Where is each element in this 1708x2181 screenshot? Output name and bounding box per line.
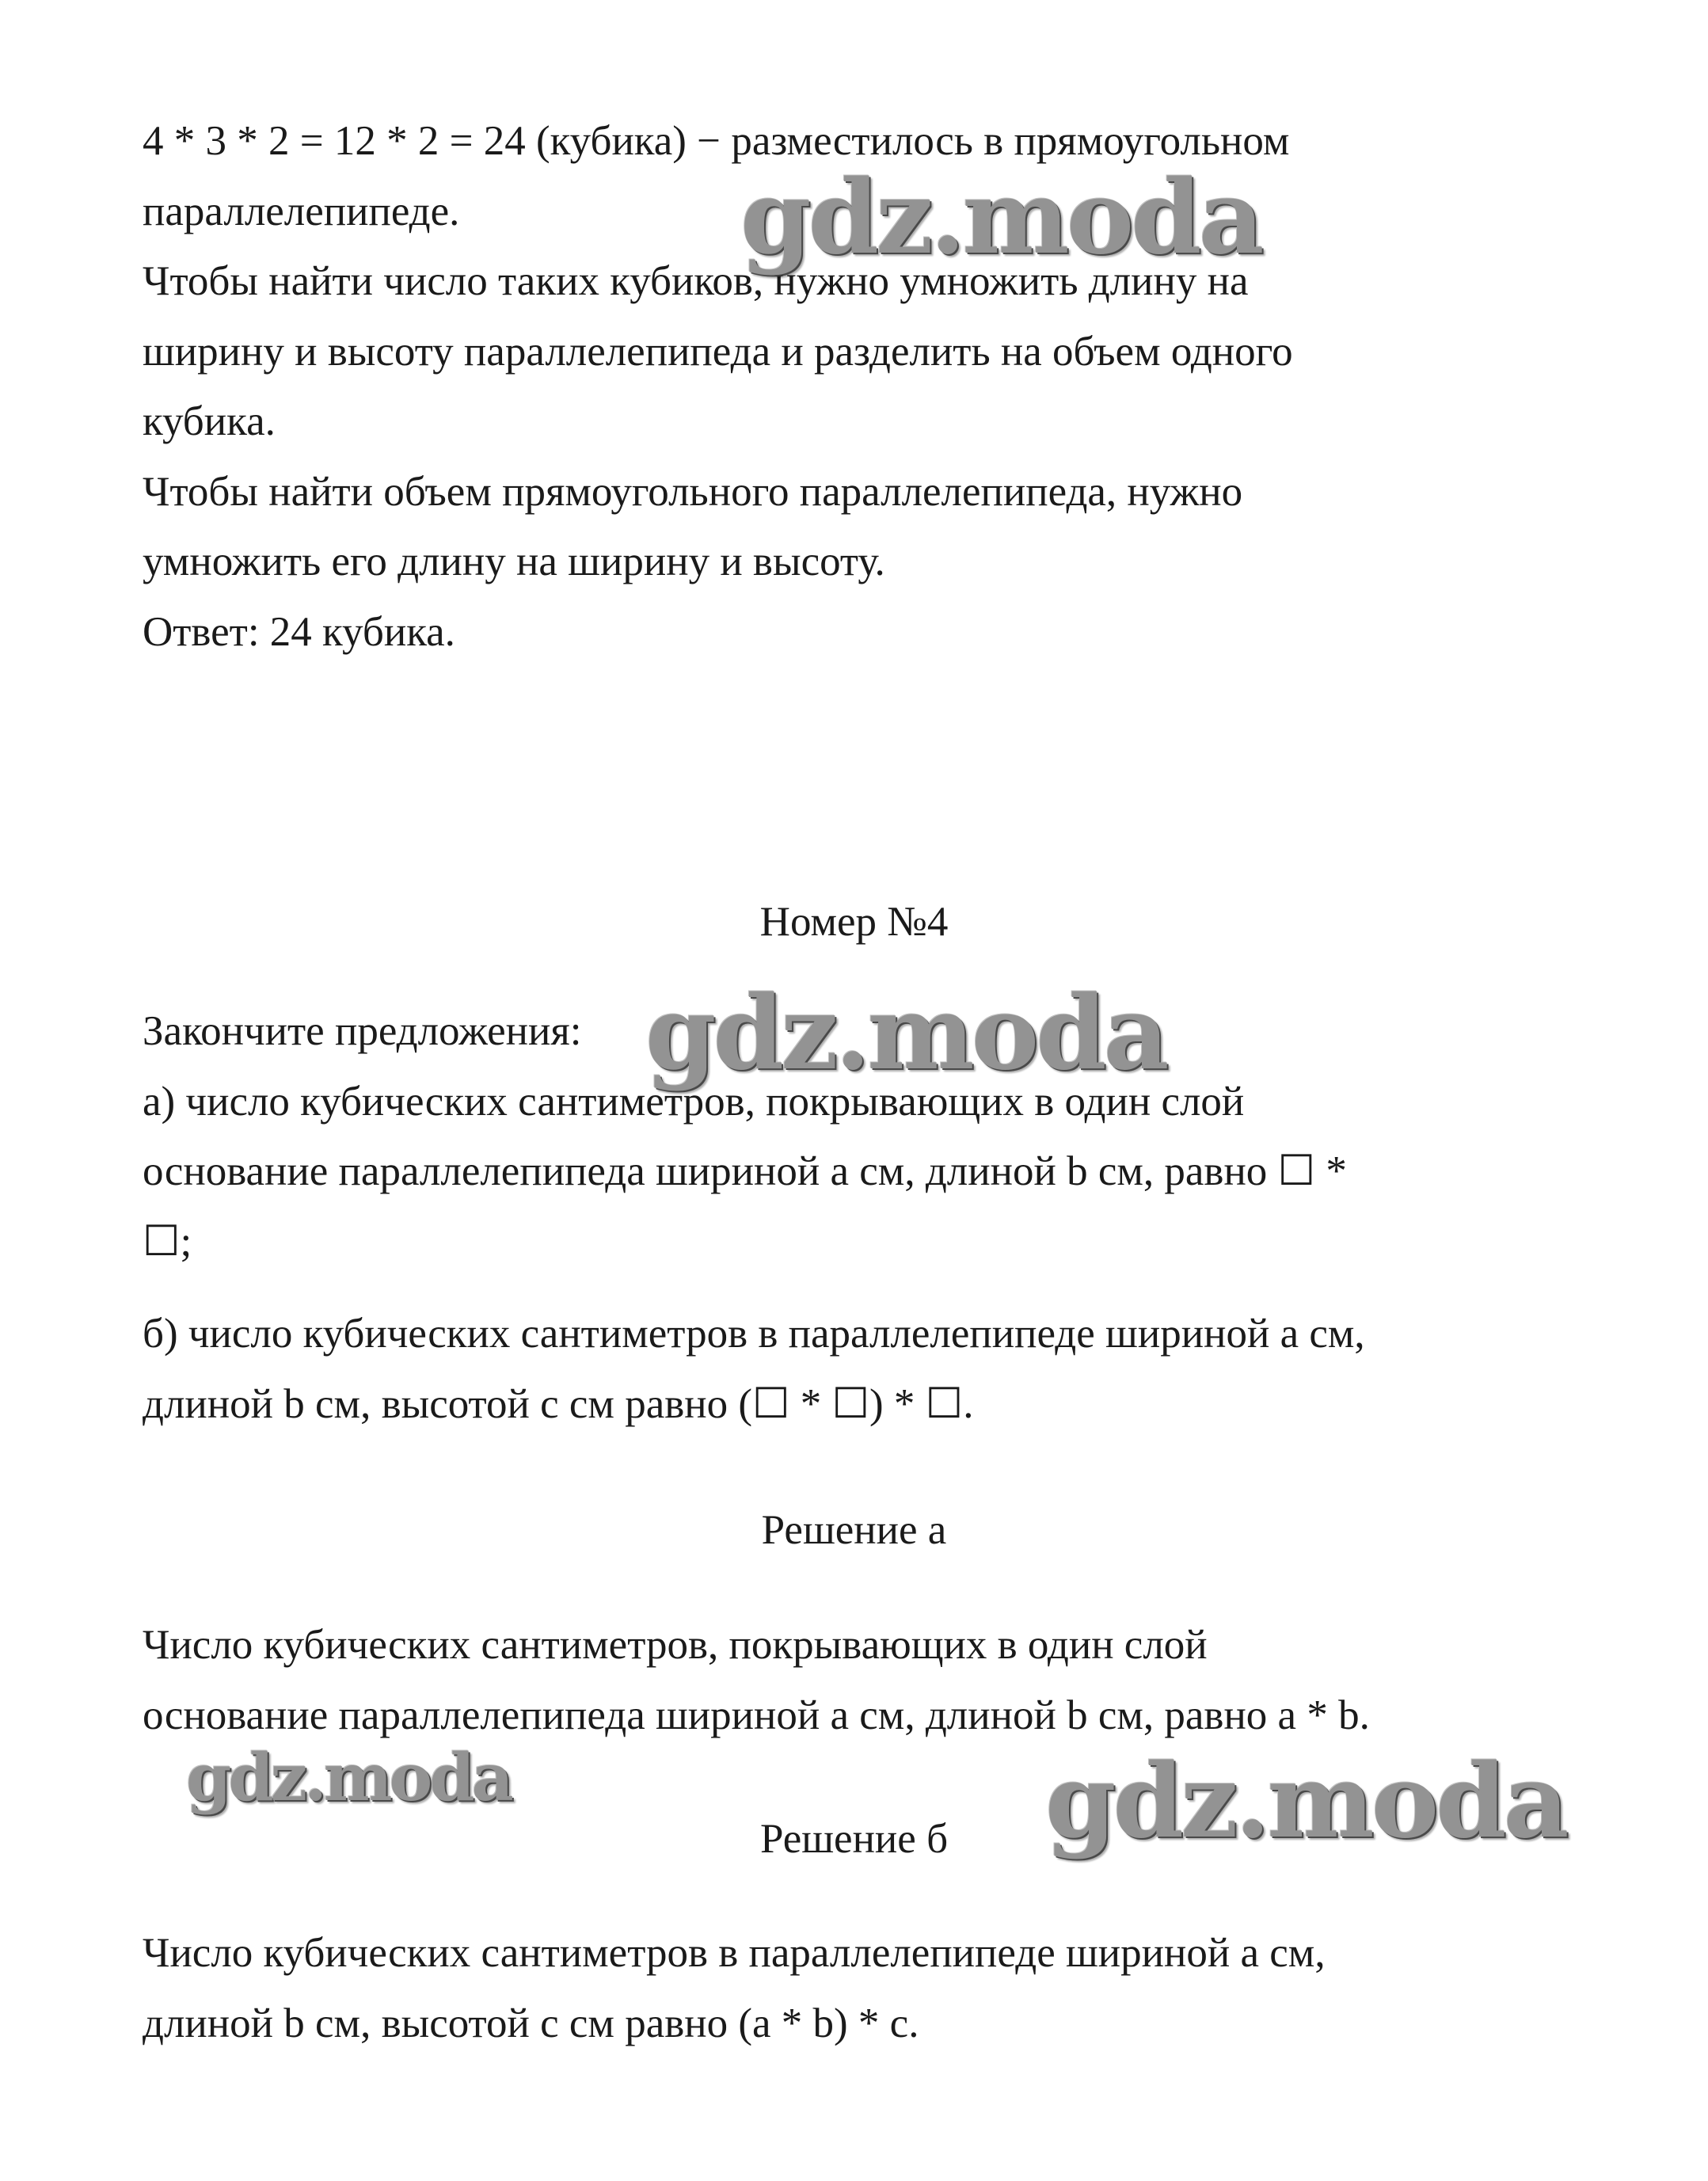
- text-line: параллелепипеде.: [143, 188, 460, 234]
- solution-b-line: длиной b см, высотой c см равно (a * b) * c.: [143, 2000, 919, 2046]
- solution-a-heading: Решение а: [761, 1507, 947, 1553]
- task-line: б) число кубических сантиметров в параллелепипеде шириной a см,: [143, 1311, 1365, 1357]
- text-line: Чтобы найти объем прямоугольного параллелепипеда, нужно: [143, 469, 1243, 515]
- text-line: кубика.: [143, 398, 276, 444]
- text-line: Чтобы найти число таких кубиков, нужно умножить длину на: [143, 258, 1249, 304]
- answer-line: Ответ: 24 кубика.: [143, 609, 455, 655]
- task-line: основание параллелепипеда шириной a см, длиной b см, равно ☐ *: [143, 1148, 1347, 1194]
- watermark-logo: gdz.moda: [1045, 1742, 1566, 1861]
- watermark-logo: gdz.moda: [186, 1740, 511, 1816]
- solution-a-line: Число кубических сантиметров, покрывающих в один слой: [143, 1622, 1208, 1668]
- text-line: 4 * 3 * 2 = 12 * 2 = 24 (кубика) − разместилось в прямоугольном: [143, 118, 1290, 164]
- task-line: а) число кубических сантиметров, покрывающих в один слой: [143, 1079, 1245, 1125]
- solution-a-line: основание параллелепипеда шириной a см, длиной b см, равно a * b.: [143, 1692, 1370, 1738]
- watermark-logo: gdz.moda: [645, 974, 1166, 1093]
- watermark-logo: gdz.moda: [740, 158, 1261, 277]
- task-line: ☐;: [143, 1219, 192, 1265]
- text-line: умножить его длину на ширину и высоту.: [143, 539, 885, 584]
- solution-b-heading: Решение б: [759, 1816, 949, 1862]
- task-line: Закончите предложения:: [143, 1008, 582, 1054]
- text-line: ширину и высоту параллелепипеда и разделить на объем одного: [143, 329, 1293, 375]
- task-heading: Номер №4: [759, 899, 949, 945]
- task-line: длиной b см, высотой c см равно (☐ * ☐) * ☐.: [143, 1381, 974, 1427]
- solution-b-line: Число кубических сантиметров в параллелепипеде шириной a см,: [143, 1930, 1326, 1976]
